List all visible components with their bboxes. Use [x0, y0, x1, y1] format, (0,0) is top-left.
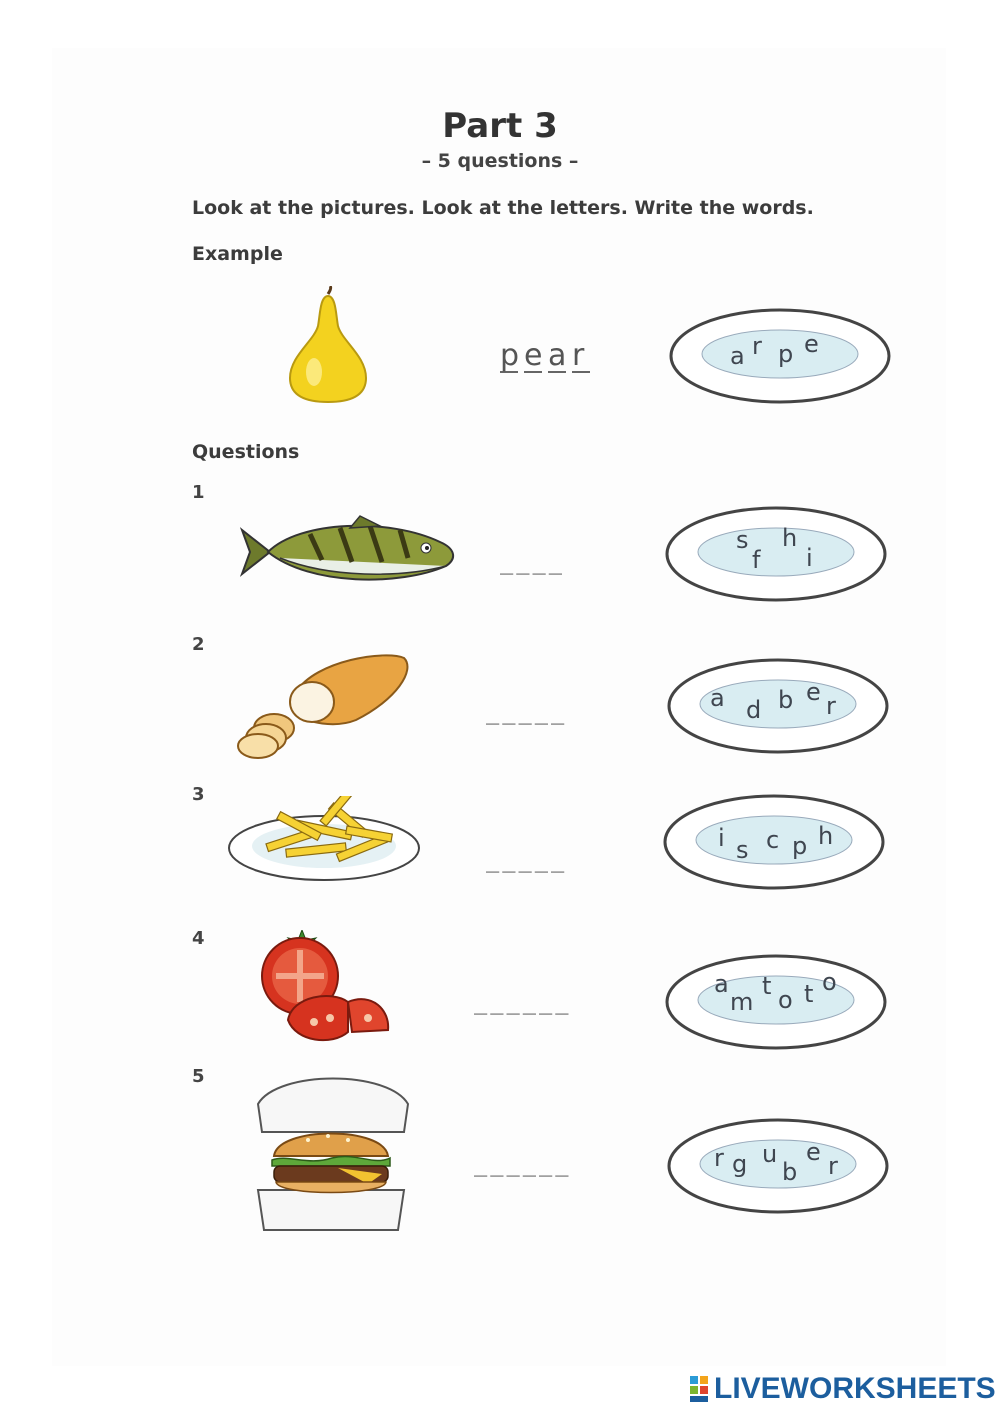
plate-letter: e — [806, 1138, 821, 1166]
instruction-text: Look at the pictures. Look at the letters. Write the words. — [192, 197, 814, 219]
question-number: 5 — [192, 1066, 205, 1087]
plate-letter: h — [782, 524, 798, 552]
plate-letter: r — [826, 692, 836, 720]
letter-plate — [664, 504, 888, 604]
liveworksheets-logo[interactable]: LIVEWORKSHEETS — [714, 1372, 996, 1405]
letter-plate — [664, 952, 888, 1052]
answer-letter: p — [500, 338, 526, 373]
pear-icon — [284, 286, 374, 410]
plate-letter: s — [736, 526, 749, 554]
burger-icon — [248, 1070, 414, 1244]
page-title: Part 3 — [442, 106, 558, 146]
question-number: 1 — [192, 482, 205, 503]
answer-blanks[interactable]: _____ — [486, 700, 568, 725]
plate-letter: a — [710, 684, 725, 712]
plate-letter: g — [732, 1150, 748, 1178]
question-number: 3 — [192, 784, 205, 805]
question-number: 4 — [192, 928, 205, 949]
plate-letter: i — [718, 824, 725, 852]
answer-letter: a — [548, 338, 573, 373]
plate-letter: t — [804, 980, 814, 1008]
plate-letter: m — [730, 988, 754, 1016]
plate-letter: i — [806, 544, 813, 572]
example-answer — [500, 338, 596, 373]
chips-icon — [226, 796, 422, 888]
plate-letter: p — [792, 832, 808, 860]
plate-letter: t — [762, 972, 772, 1000]
question-number: 2 — [192, 634, 205, 655]
plate-letter: d — [746, 696, 762, 724]
letter-plate — [668, 306, 892, 406]
plate-letter: c — [766, 826, 780, 854]
plate-letter: e — [804, 330, 819, 358]
example-label: Example — [192, 243, 283, 265]
plate-letter: a — [714, 970, 729, 998]
letter-plate — [666, 656, 890, 756]
plate-letter: u — [762, 1140, 778, 1168]
plate-letter: e — [806, 678, 821, 706]
answer-blanks[interactable]: ______ — [474, 990, 572, 1015]
plate-letter: s — [736, 836, 749, 864]
plate-letter: p — [778, 340, 794, 368]
tomato-icon — [252, 930, 396, 1052]
plate-letter: b — [782, 1158, 798, 1186]
plate-letter: a — [730, 342, 745, 370]
questions-label: Questions — [192, 441, 300, 463]
answer-blanks[interactable]: _____ — [486, 848, 568, 873]
plate-letter: r — [828, 1152, 838, 1180]
answer-blanks[interactable]: ____ — [500, 550, 565, 575]
plate-letter: o — [778, 986, 793, 1014]
answer-blanks[interactable]: ______ — [474, 1152, 572, 1177]
plate-letter: f — [752, 546, 761, 574]
answer-letter: e — [524, 338, 549, 373]
plate-letter: b — [778, 686, 794, 714]
page-subtitle: – 5 questions – — [421, 150, 579, 172]
answer-letter: r — [572, 338, 591, 373]
plate-letter: h — [818, 822, 834, 850]
liveworksheets-logo-icon — [690, 1376, 710, 1402]
letter-plate — [666, 1116, 890, 1216]
plate-letter: r — [752, 332, 762, 360]
plate-letter: o — [822, 968, 837, 996]
fish-icon — [240, 512, 462, 596]
letter-plate — [662, 792, 886, 892]
bread-icon — [236, 650, 416, 764]
plate-letter: r — [714, 1144, 724, 1172]
